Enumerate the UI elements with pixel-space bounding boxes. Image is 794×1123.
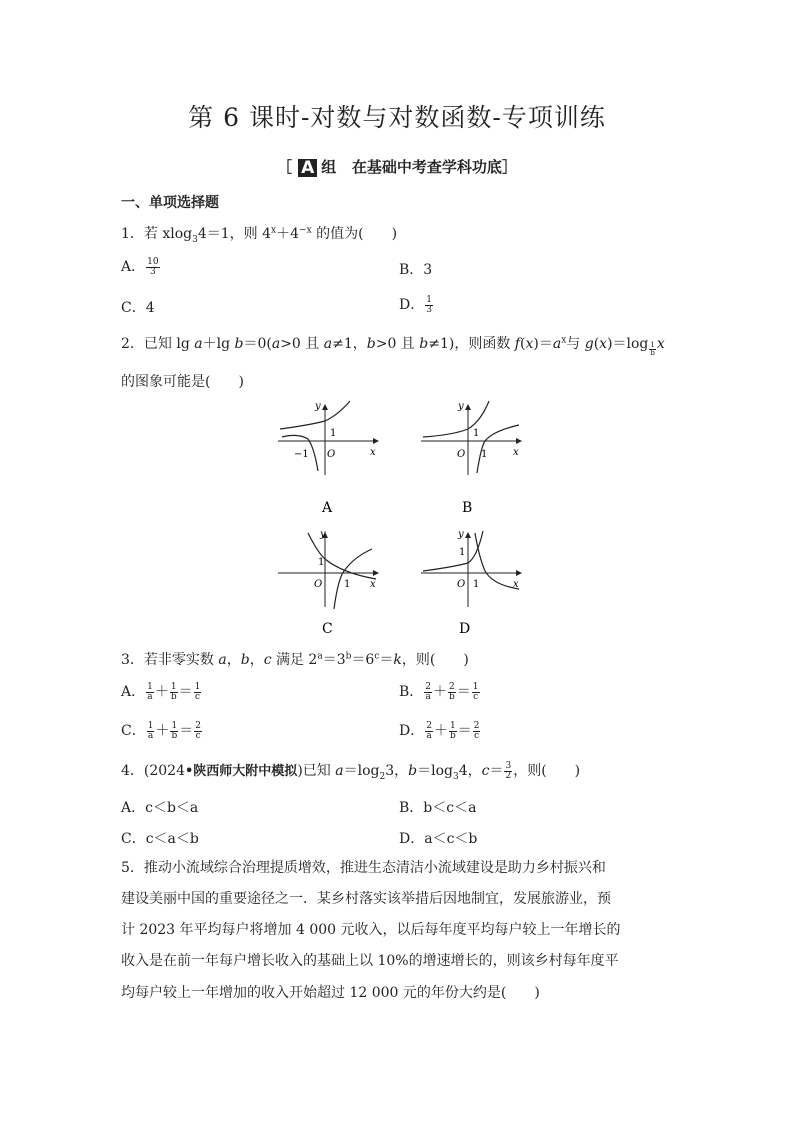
question-2-stem-cont: 的图象可能是( ) bbox=[121, 374, 244, 390]
q1-option-a[interactable]: A． $\frac{10}{3}$ bbox=[121, 256, 159, 277]
question-5-line-5: 均每户较上一年增加的收入开始超过 12 000 元的年份大约是( ) bbox=[121, 985, 540, 1001]
question-5-line-3: 计 2023 年平均每户将增加 4 000 元收入，以后每年度平均每户较上一年增长的 bbox=[121, 922, 621, 938]
q3-option-b[interactable]: B． $\frac{2}{a}$ ＋ $\frac{2}{b}$ ＝ $\frac{1}{c}$ bbox=[399, 681, 479, 702]
svg-text:O: O bbox=[314, 579, 323, 590]
q2-graphs bbox=[270, 395, 530, 645]
svg-text:y: y bbox=[315, 401, 321, 412]
group-badge: A bbox=[298, 159, 317, 177]
question-1-stem: 1．若 xlog$_3$4＝1，则 $4^x+4^{-x}$ 的值为( ) bbox=[121, 225, 398, 245]
svg-text:D: D bbox=[459, 621, 471, 637]
graph-d[interactable] bbox=[421, 529, 521, 637]
q3-option-c[interactable]: C． $\frac{1}{a}$ ＋ $\frac{1}{b}$ ＝ $\frac{2}{c}$ bbox=[121, 720, 201, 741]
q1-option-b[interactable]: B．3 bbox=[399, 262, 433, 278]
group-header: ［ A 组 在基础中考查学科功底］ bbox=[277, 158, 517, 178]
svg-text:x: x bbox=[513, 447, 519, 458]
svg-text:A: A bbox=[322, 500, 333, 516]
question-3-stem: 3．若非零实数 a，b，c 满足 $2^a=3^b=6^c=k$，则( ) bbox=[121, 651, 469, 668]
svg-text:1: 1 bbox=[473, 579, 480, 590]
svg-text:1: 1 bbox=[318, 557, 325, 568]
svg-text:1: 1 bbox=[330, 428, 337, 439]
svg-text:C: C bbox=[322, 621, 333, 637]
svg-text:y: y bbox=[320, 529, 326, 540]
question-5-line-2: 建设美丽中国的重要途径之一．某乡村落实该举措后因地制宜，发展旅游业，预 bbox=[121, 891, 611, 907]
q4-option-d[interactable]: D．a＜c＜b bbox=[399, 831, 478, 847]
svg-text:x: x bbox=[513, 579, 519, 590]
svg-text:1: 1 bbox=[481, 449, 488, 460]
q4-option-c[interactable]: C．c＜a＜b bbox=[121, 831, 199, 847]
group-subtitle: 在基础中考查学科功底 bbox=[351, 158, 502, 176]
q3-option-a[interactable]: A． $\frac{1}{a}$ ＋ $\frac{1}{b}$ ＝ $\frac{1}{c}$ bbox=[121, 681, 201, 702]
q1-option-c[interactable]: C．4 bbox=[121, 300, 155, 316]
svg-text:O: O bbox=[327, 449, 336, 460]
fraction: $\frac{10}{3}$ bbox=[147, 256, 159, 277]
svg-text:−1: −1 bbox=[294, 449, 309, 460]
svg-text:1: 1 bbox=[459, 547, 466, 558]
svg-text:O: O bbox=[457, 579, 466, 590]
graph-a[interactable] bbox=[278, 401, 378, 516]
q4-option-a[interactable]: A．c＜b＜a bbox=[121, 800, 199, 816]
graph-b[interactable] bbox=[421, 401, 521, 516]
q4-option-b[interactable]: B．b＜c＜a bbox=[399, 800, 477, 816]
svg-text:1: 1 bbox=[344, 579, 351, 590]
svg-text:y: y bbox=[458, 401, 464, 412]
page-title: 第 6 课时-对数与对数函数-专项训练 bbox=[188, 103, 606, 132]
svg-text:B: B bbox=[462, 500, 473, 516]
question-2-stem: 2．已知 lg a＋lg b＝0(a>0 且 a≠1，b>0 且 b≠1)，则函数 $f(x)=a^x$与 g(x)＝log $_{\frac{1}{b}}$ x bbox=[121, 335, 665, 358]
svg-text:x: x bbox=[370, 447, 376, 458]
question-source: •陕西师大附中模拟 bbox=[185, 764, 298, 779]
graph-c[interactable] bbox=[278, 529, 378, 637]
question-5-line-4: 收入是在前一年每户增长收入的基础上以 10%的增速增长的，则该乡村每年度平 bbox=[121, 953, 619, 969]
svg-text:x: x bbox=[370, 579, 376, 590]
question-4-stem: 4．(2024•陕西师大附中模拟)已知 $a=\log_23$，$b=\log_34$，c＝ $\frac{3}{2}$ ，则( ) bbox=[121, 760, 581, 782]
svg-text:O: O bbox=[457, 449, 466, 460]
question-5-line-1: 5．推动小流域综合治理提质增效，推进生态清洁小流域建设是助力乡村振兴和 bbox=[121, 860, 606, 876]
svg-text:y: y bbox=[458, 529, 464, 540]
svg-text:1: 1 bbox=[473, 428, 480, 439]
q3-option-d[interactable]: D． $\frac{2}{a}$ ＋ $\frac{1}{b}$ ＝ $\frac{2}{c}$ bbox=[399, 720, 480, 741]
section-heading: 一、单项选择题 bbox=[121, 195, 219, 211]
fraction: $\frac{1}{3}$ bbox=[426, 294, 432, 315]
q1-option-d[interactable]: D． $\frac{1}{3}$ bbox=[399, 294, 432, 315]
